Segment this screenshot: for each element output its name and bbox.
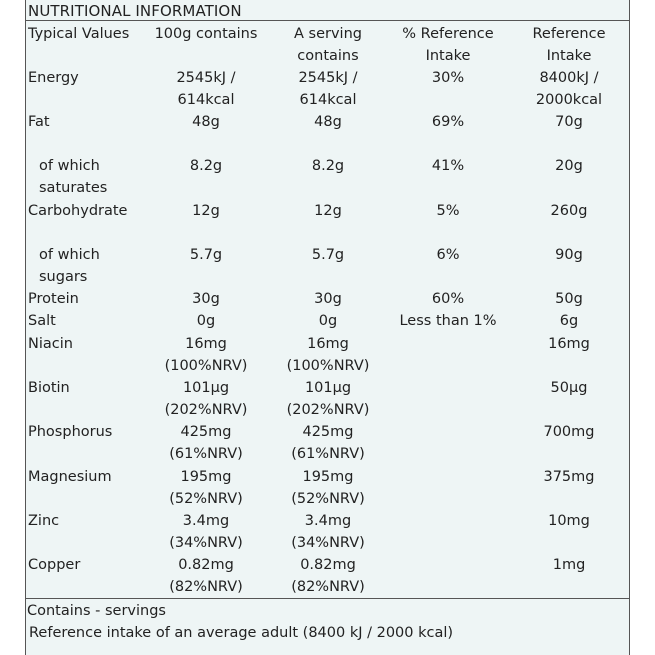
per-serving-value: 3.4mg	[304, 513, 352, 529]
header-serving-line-2: contains	[297, 48, 359, 64]
nutrient-name: of which	[39, 247, 100, 263]
nutrient-name: Phosphorus	[28, 424, 113, 440]
per-100g-value: 0.82mg	[178, 557, 234, 573]
reference-intake-value: 50µg	[550, 380, 588, 396]
per-serving-value: 0.82mg	[300, 557, 356, 573]
per-serving-nrv: (82%NRV)	[291, 579, 365, 595]
per-100g-nrv: (202%NRV)	[164, 402, 248, 418]
per-serving-value: 30g	[314, 291, 342, 307]
per-serving-nrv: (202%NRV)	[286, 402, 370, 418]
per-serving-nrv: (100%NRV)	[286, 358, 370, 374]
nutrient-name: Niacin	[28, 336, 73, 352]
header-ri-percent: % Reference	[402, 26, 494, 42]
reference-intake-value: 20g	[555, 158, 583, 174]
reference-intake-value-line-2: 2000kcal	[535, 92, 603, 108]
nutrient-name: Energy	[28, 70, 79, 86]
ri-percent-value: 60%	[431, 291, 465, 307]
header-typical-values: Typical Values	[28, 26, 130, 42]
per-100g-value: 16mg	[185, 336, 227, 352]
reference-intake-value: 8400kJ /	[539, 70, 599, 86]
per-100g-nrv: (61%NRV)	[169, 446, 243, 462]
nutrient-name: Copper	[28, 557, 81, 573]
reference-intake-value: 10mg	[548, 513, 590, 529]
reference-intake-value: 50g	[555, 291, 583, 307]
per-serving-value: 2545kJ / 614kcal	[298, 70, 358, 108]
table-title: NUTRITIONAL INFORMATION	[28, 2, 242, 20]
title-divider	[25, 20, 630, 21]
reference-intake-value: 6g	[559, 313, 579, 329]
header-serving: A serving	[294, 26, 362, 42]
per-serving-value: 5.7g	[311, 247, 345, 263]
per-serving-value: 0g	[318, 313, 338, 329]
per-100g-value: 3.4mg	[182, 513, 230, 529]
per-serving-value: 48g	[314, 114, 342, 130]
nutrient-name: Fat	[28, 114, 50, 130]
ri-percent-value: 5%	[436, 203, 460, 219]
per-100g-value: 0g	[196, 313, 216, 329]
ri-percent-value: 41%	[431, 158, 465, 174]
per-serving-value: 8.2g	[311, 158, 345, 174]
nutrient-name-line-2: saturates	[39, 180, 108, 196]
nutrient-name: Protein	[28, 291, 79, 307]
nutrient-name: of which	[39, 158, 100, 174]
header-reference-intake: Reference Intake	[532, 26, 606, 64]
reference-intake-value: 375mg	[543, 469, 595, 485]
footer-divider	[25, 598, 630, 599]
per-100g-nrv: (34%NRV)	[169, 535, 243, 551]
per-100g-value: 30g	[192, 291, 220, 307]
ri-percent-value: 6%	[436, 247, 460, 263]
per-serving-value: 101µg	[304, 380, 352, 396]
per-100g-nrv: (100%NRV)	[164, 358, 248, 374]
per-100g-value: 101µg	[182, 380, 230, 396]
header-ri-percent-line-2: Intake	[425, 48, 471, 64]
nutrient-name: Magnesium	[28, 469, 112, 485]
per-serving-value: 195mg	[302, 469, 354, 485]
per-serving-nrv: (34%NRV)	[291, 535, 365, 551]
reference-intake-value: 260g	[550, 203, 588, 219]
per-serving-value: 16mg	[307, 336, 349, 352]
nutrient-name: Carbohydrate	[28, 203, 128, 219]
reference-intake-value: 700mg	[543, 424, 595, 440]
per-100g-value: 195mg	[180, 469, 232, 485]
nutrient-name: Zinc	[28, 513, 60, 529]
header-100g: 100g contains	[154, 26, 258, 42]
per-100g-nrv: (82%NRV)	[169, 579, 243, 595]
per-serving-nrv: (52%NRV)	[291, 491, 365, 507]
per-100g-value: 8.2g	[189, 158, 223, 174]
per-100g-value: 425mg	[180, 424, 232, 440]
ri-percent-value: 69%	[431, 114, 465, 130]
ri-percent-value: Less than 1%	[399, 313, 497, 329]
reference-intake-value: 16mg	[548, 336, 590, 352]
reference-intake-note: Reference intake of an average adult (8400 kJ / 2000 kcal)	[29, 625, 454, 641]
per-serving-value: 425mg	[302, 424, 354, 440]
reference-intake-value: 90g	[555, 247, 583, 263]
nutrient-name: Salt	[28, 313, 56, 329]
ri-percent-value: 30%	[431, 70, 465, 86]
reference-intake-value: 70g	[555, 114, 583, 130]
per-serving-value: 12g	[314, 203, 342, 219]
per-100g-value: 2545kJ / 614kcal	[176, 70, 236, 108]
reference-intake-value: 1mg	[552, 557, 586, 573]
nutrient-name-line-2: sugars	[39, 269, 88, 285]
per-100g-value: 5.7g	[189, 247, 223, 263]
per-100g-value: 12g	[192, 203, 220, 219]
per-serving-nrv: (61%NRV)	[291, 446, 365, 462]
servings-note: Contains - servings	[27, 603, 166, 619]
per-100g-value: 48g	[192, 114, 220, 130]
per-100g-nrv: (52%NRV)	[169, 491, 243, 507]
nutrient-name: Biotin	[28, 380, 70, 396]
